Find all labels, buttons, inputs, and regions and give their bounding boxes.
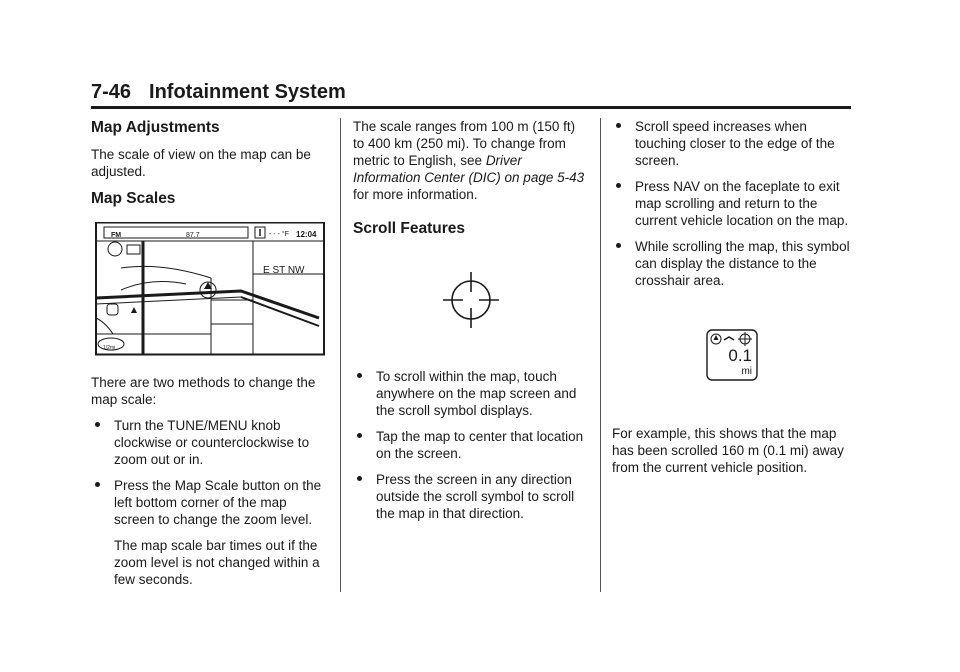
- map-screen-figure: [91, 222, 325, 356]
- map-clock-label: 12:04: [296, 230, 317, 239]
- distance-value: 0.1: [728, 346, 752, 365]
- list-item: Turn the TUNE/MENU knob clockwise or counterclockwise to zoom out or in.: [91, 417, 326, 468]
- page-title: [91, 80, 851, 104]
- scale-range-text-end: for more information.: [353, 187, 478, 202]
- map-frequency-label: 87.7: [186, 232, 200, 239]
- column-3: [612, 118, 852, 485]
- page-header: [91, 80, 851, 109]
- scroll-features-list-continued: [612, 118, 852, 289]
- list-item: While scrolling the map, this symbol can display the distance to the crosshair area.: [612, 238, 852, 289]
- list-item: Tap the map to center that location on the screen.: [353, 428, 589, 462]
- list-item: Press NAV on the faceplate to exit map scrolling and return to the current vehicle location on the map.: [612, 178, 852, 229]
- map-scale-button-label: 1/2mi: [103, 345, 116, 351]
- map-temperature-label: - - - °F: [269, 231, 289, 238]
- map-screen-illustration: [91, 222, 325, 356]
- column-2: [353, 118, 589, 531]
- list-item: Press the Map Scale button on the left bottom corner of the map screen to change the zoom level.: [91, 477, 326, 528]
- dic-cross-reference: Driver Information Center (DIC) on page 5-43: [353, 153, 585, 185]
- heading-map-adjustments: Map Adjustments: [91, 119, 220, 136]
- crosshair-icon: [441, 270, 501, 330]
- distance-symbol-figure: [612, 311, 852, 399]
- page-number: 7-46: [91, 81, 132, 103]
- column-divider-2: [600, 118, 601, 592]
- map-scale-methods-list: [91, 417, 326, 528]
- list-item: Press the screen in any direction outside the scroll symbol to scroll the map in that direction.: [353, 471, 589, 522]
- heading-map-scales: Map Scales: [91, 190, 176, 207]
- heading-scroll-features: Scroll Features: [353, 220, 465, 237]
- map-band-label: FM: [111, 232, 122, 239]
- scale-range-text: The scale ranges from 100 m (150 ft) to 400 km (250 mi). To change from metric to English, see: [353, 119, 576, 168]
- scroll-symbol-figure: [353, 254, 589, 346]
- column-1: [91, 118, 326, 597]
- list-item: To scroll within the map, touch anywhere on the map screen and the scroll symbol displays.: [353, 368, 589, 419]
- map-street-label: E ST NW: [263, 265, 305, 276]
- paragraph-scale-view: The scale of view on the map can be adjusted.: [91, 147, 311, 179]
- scroll-features-list: [353, 368, 589, 522]
- distance-unit: mi: [741, 366, 752, 377]
- distance-symbol: [706, 329, 758, 381]
- paragraph-two-methods: There are two methods to change the map scale:: [91, 375, 316, 407]
- paragraph-scale-range: [353, 118, 589, 203]
- section-title: Infotainment System: [149, 81, 346, 103]
- list-item: Scroll speed increases when touching closer to the edge of the screen.: [612, 118, 852, 169]
- column-divider-1: [340, 118, 341, 592]
- paragraph-timeout: The map scale bar times out if the zoom level is not changed within a few seconds.: [114, 538, 320, 587]
- paragraph-example: For example, this shows that the map has been scrolled 160 m (0.1 mi) away from the current vehicle position.: [612, 426, 844, 475]
